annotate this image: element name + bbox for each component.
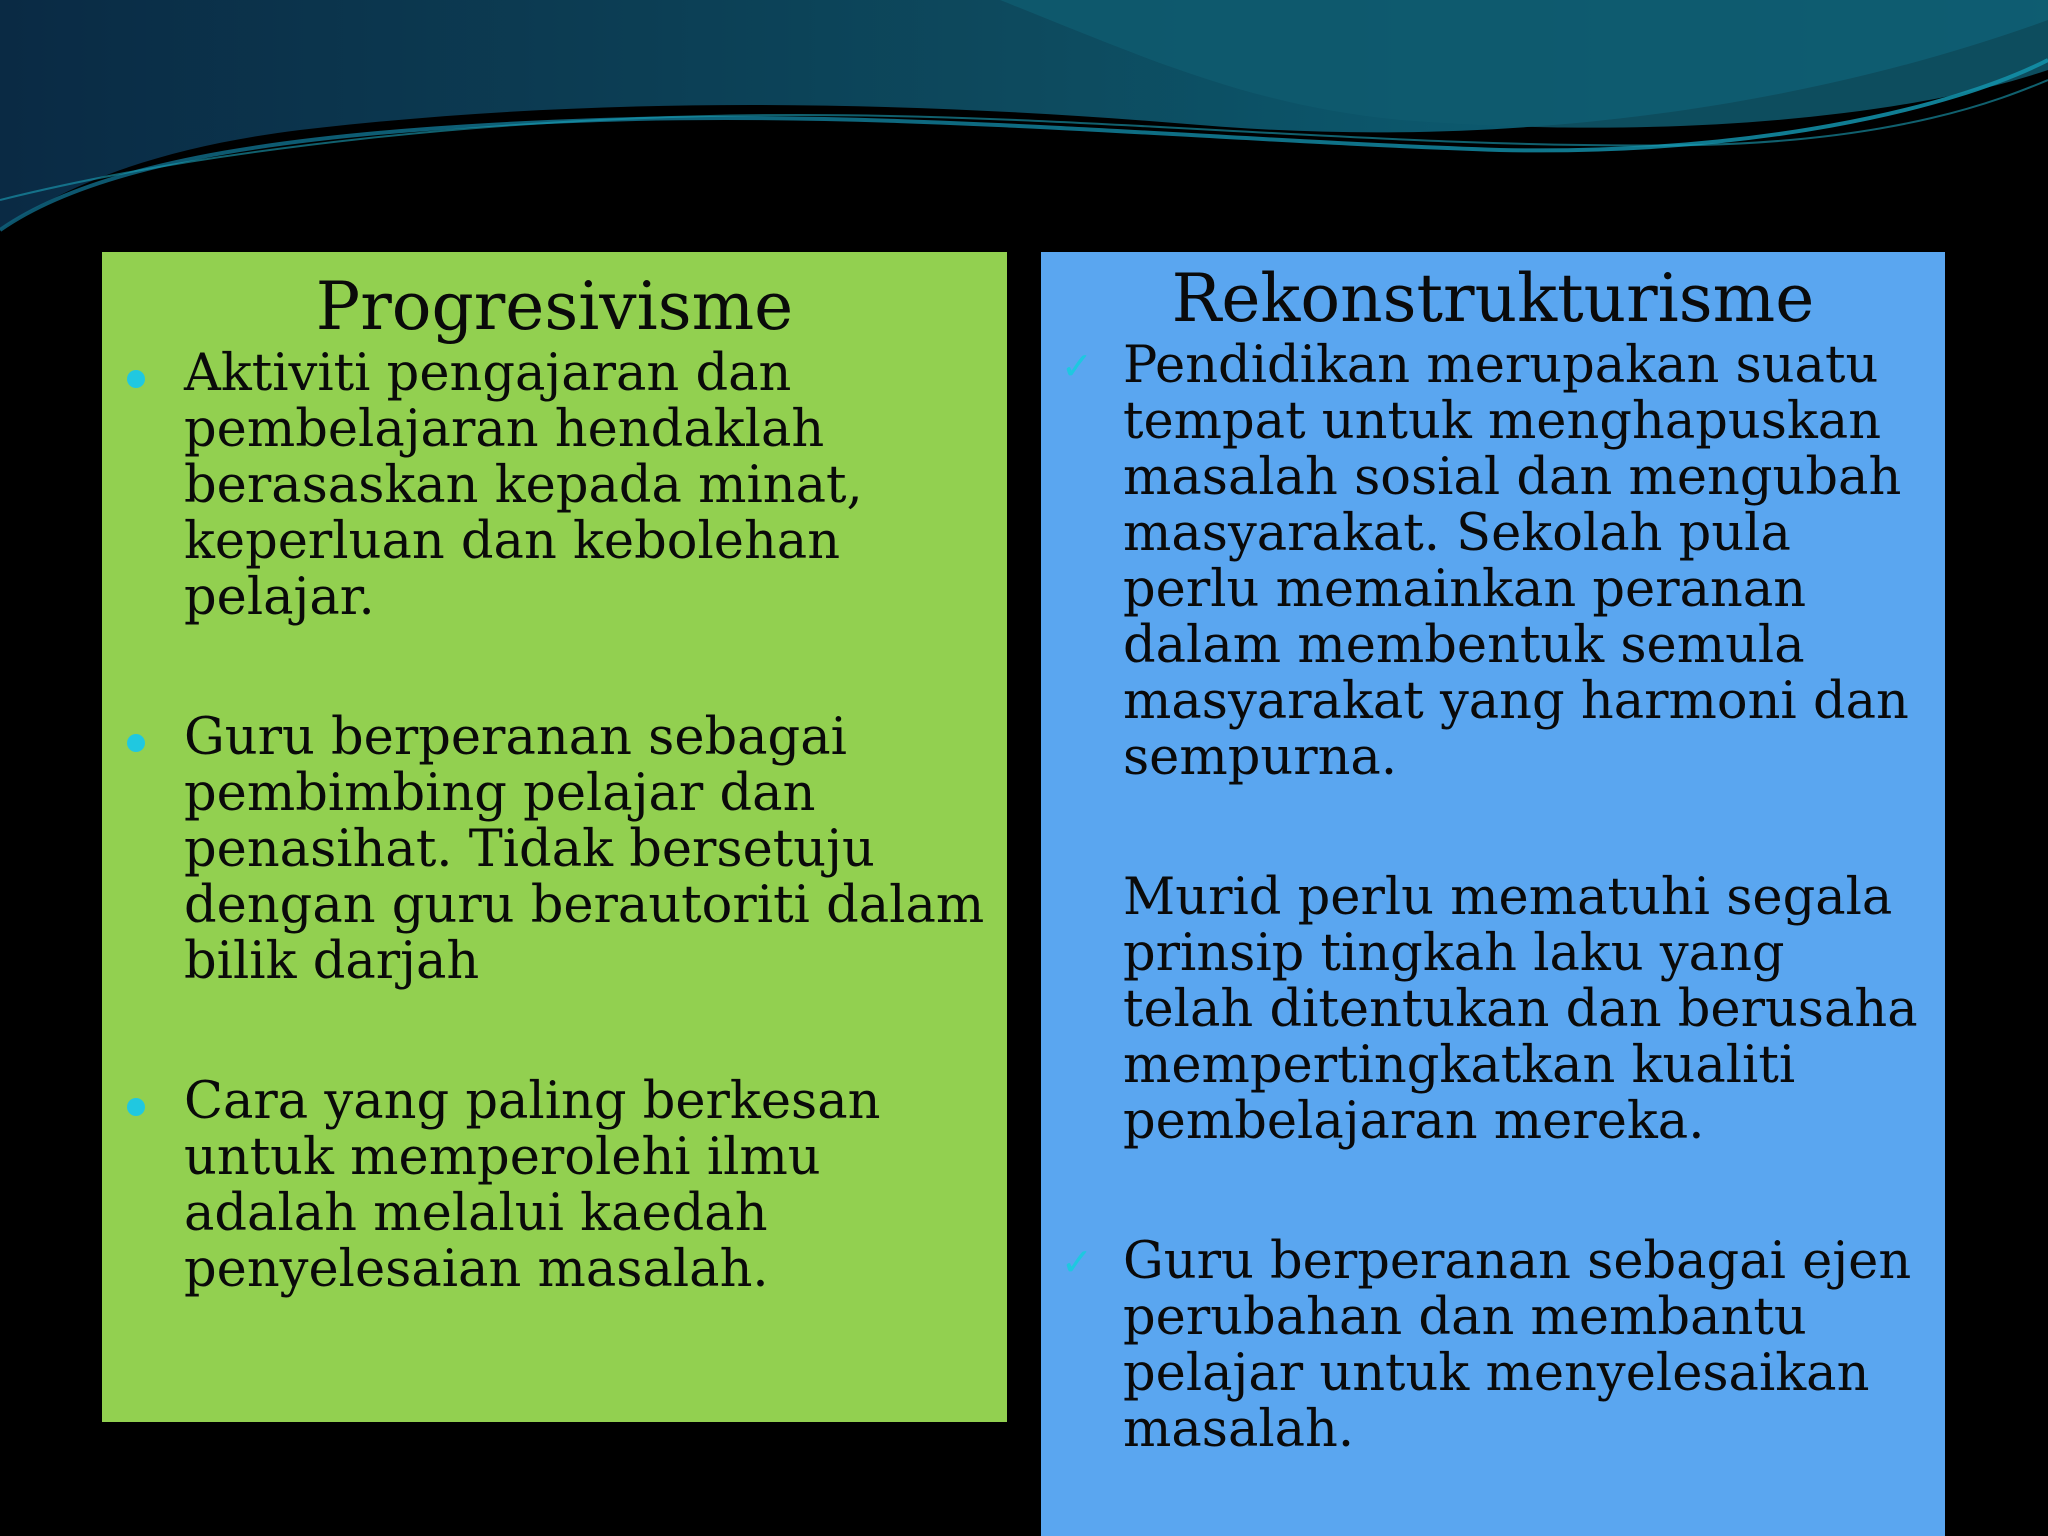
list-item-text: Cara yang paling berkesan untuk memperolehi ilmu adalah melalui kaedah penyelesaian masalah. — [184, 1072, 881, 1299]
list-item-text: Guru berperanan sebagai pembimbing pelajar dan penasihat. Tidak bersetuju dengan guru berautoriti dalam bilik darjah — [184, 708, 985, 991]
progresivisme-list — [102, 346, 987, 1298]
list-item — [1041, 1234, 1925, 1458]
header-wave-decoration — [0, 0, 2048, 240]
rekonstrukturisme-panel — [1041, 252, 1945, 1536]
list-item-text: Guru berperanan sebagai ejen perubahan dan membantu pelajar untuk menyelesaikan masalah. — [1123, 1232, 1912, 1459]
rekonstrukturisme-title: Rekonstrukturisme — [1171, 260, 1815, 337]
bullet-dot-icon — [127, 1098, 145, 1116]
rekonstrukturisme-list — [1041, 338, 1925, 1458]
list-item-text: Pendidikan merupakan suatu tempat untuk menghapuskan masalah sosial dan mengubah masyarakat. Sekolah pula perlu memainkan peranan dalam membentuk semula masyarakat yang harmoni dan sempurna. — [1123, 336, 1909, 787]
list-item — [102, 710, 987, 990]
bullet-dot-icon — [127, 734, 145, 752]
progresivisme-panel — [102, 252, 1007, 1422]
list-item — [1041, 338, 1925, 786]
list-item-text: Aktiviti pengajaran dan pembelajaran hendaklah berasaskan kepada minat, keperluan dan kebolehan pelajar. — [184, 344, 863, 627]
check-icon: ✓ — [1061, 344, 1093, 388]
list-item — [1041, 870, 1925, 1150]
check-icon: ✓ — [1061, 1240, 1093, 1284]
list-item-text: Murid perlu mematuhi segala prinsip tingkah laku yang telah ditentukan dan berusaha mempertingkatkan kualiti pembelajaran mereka. — [1123, 868, 1918, 1151]
progresivisme-title: Progresivisme — [315, 268, 794, 345]
bullet-dot-icon — [127, 370, 145, 388]
list-item — [102, 1074, 987, 1298]
list-item — [102, 346, 987, 626]
